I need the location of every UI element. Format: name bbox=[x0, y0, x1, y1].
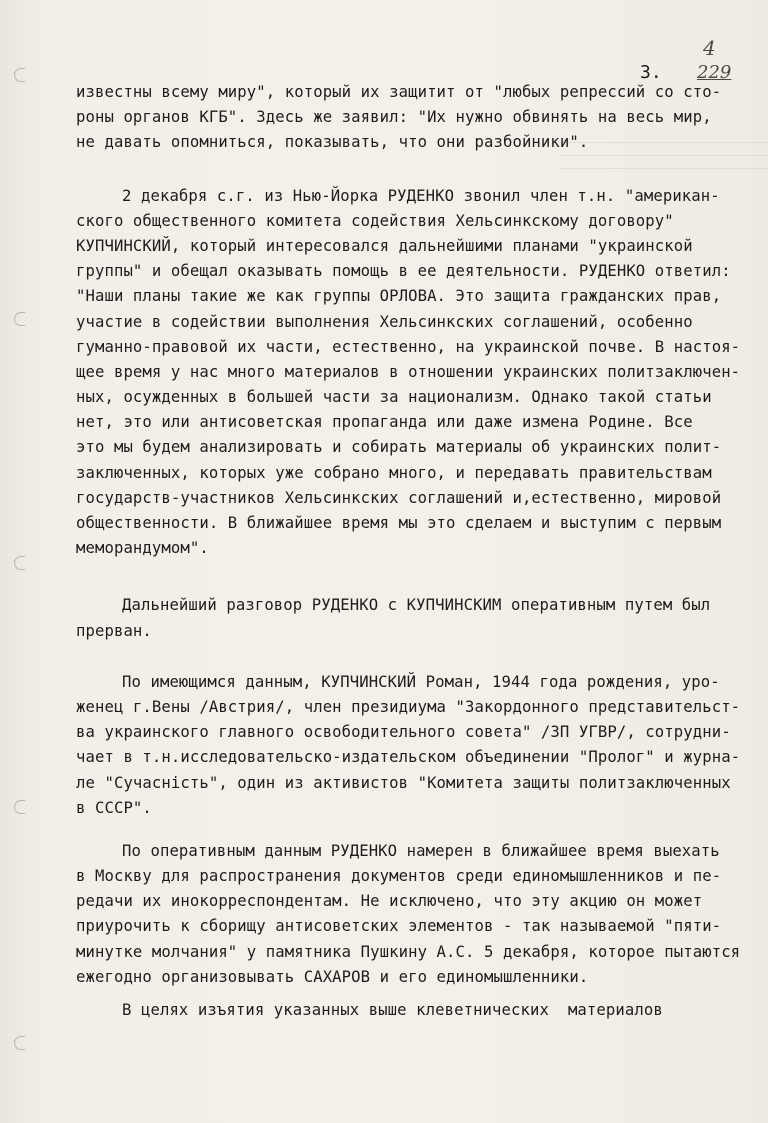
punch-hole bbox=[14, 800, 25, 814]
text-line: прерван. bbox=[76, 621, 152, 640]
text-line: чает в т.н.исследовательско-издательском объединении "Пролог" и журна- bbox=[76, 748, 741, 767]
archive-number-bottom: 229 bbox=[697, 62, 732, 83]
text-line: Дальнейший разговор РУДЕНКО с КУПЧИНСКИМ оперативным путем был bbox=[122, 596, 711, 615]
text-line: По имеющимся данным, КУПЧИНСКИЙ Роман, 1944 года рождения, уро- bbox=[122, 672, 720, 691]
text-line: гуманно-правовой их части, естественно, на украинской почве. В настоя- bbox=[76, 337, 741, 356]
text-line: ле "Сучаснiсть", один из активистов "Комитета защиты политзаключенных bbox=[76, 773, 731, 792]
text-line: В целях изъятия указанных выше клеветнических материалов bbox=[122, 1001, 663, 1019]
punch-hole bbox=[14, 68, 25, 82]
punch-hole bbox=[14, 1036, 25, 1050]
text-line: ского общественного комитета содействия Хельсинкскому договору" bbox=[76, 211, 674, 230]
page-number: 3. bbox=[640, 62, 662, 83]
text-line: участие в содействии выполнения Хельсинкских соглашений, особенно bbox=[76, 312, 693, 331]
text-line: нет, это или антисоветская пропаганда или даже измена Родине. Все bbox=[76, 413, 693, 432]
text-line: ных, осужденных в большей части за национализм. Однако такой статьи bbox=[76, 388, 712, 407]
text-line: женец г.Вены /Австрия/, член президиума "Закордонного представительст- bbox=[76, 697, 741, 716]
text-line: минутке молчания" у памятника Пушкину А.С. 5 декабря, которое пытаются bbox=[76, 942, 741, 961]
text-line: КУПЧИНСКИЙ, который интересовался дальнейшими планами "украинской bbox=[76, 236, 693, 255]
text-line: общественности. В ближайшее время мы это сделаем и выступим с первым bbox=[76, 514, 722, 532]
punch-hole bbox=[14, 312, 25, 326]
text-line: заключенных, которых уже собрано много, и передавать правительствам bbox=[76, 463, 712, 482]
text-line: 2 декабря с.г. из Нью-Йорка РУДЕНКО звонил член т.н. "американ- bbox=[122, 186, 720, 205]
text-line: редачи их инокорреспондентам. Не исключено, что эту акцию он может bbox=[76, 892, 703, 911]
text-line: это мы будем анализировать и собирать материалы об украинских полит- bbox=[76, 438, 722, 457]
punch-hole bbox=[14, 556, 25, 570]
text-line: ежегодно организовывать САХАРОВ и его единомышленники. bbox=[76, 967, 589, 986]
text-line: в СССР". bbox=[76, 798, 152, 817]
text-line: По оперативным данным РУДЕНКО намерен в ближайшее время выехать bbox=[122, 841, 720, 860]
text-line: "Наши планы такие же как группы ОРЛОВА. Это защита гражданских прав, bbox=[76, 287, 722, 306]
text-line: известны всему миру", который их защитит от "любых репрессий со сто- bbox=[76, 83, 722, 101]
archive-number-top: 4 bbox=[703, 36, 716, 60]
text-line: ва украинского главного освободительного совета" /ЗП УГВР/, сотрудни- bbox=[76, 723, 731, 742]
text-line: государств-участников Хельсинкских соглашений и,естественно, мировой bbox=[76, 488, 722, 507]
text-line: не давать опомниться, показывать, что они разбойники". bbox=[76, 133, 589, 152]
text-line: приурочить к сборищу антисоветских элементов - так называемой "пяти- bbox=[76, 917, 722, 936]
document-body bbox=[76, 80, 752, 1023]
text-line: группы" и обещал оказывать помощь в ее деятельности. РУДЕНКО ответил: bbox=[76, 262, 731, 281]
text-line: роны органов КГБ". Здесь же заявил: "Их нужно обвинять на весь мир, bbox=[76, 108, 712, 127]
text-line: в Москву для распространения документов среди единомышленников и пе- bbox=[76, 867, 722, 886]
text-line: щее время у нас много материалов в отношении украинских политзаключен- bbox=[76, 362, 741, 381]
text-line: меморандумом". bbox=[76, 539, 209, 558]
